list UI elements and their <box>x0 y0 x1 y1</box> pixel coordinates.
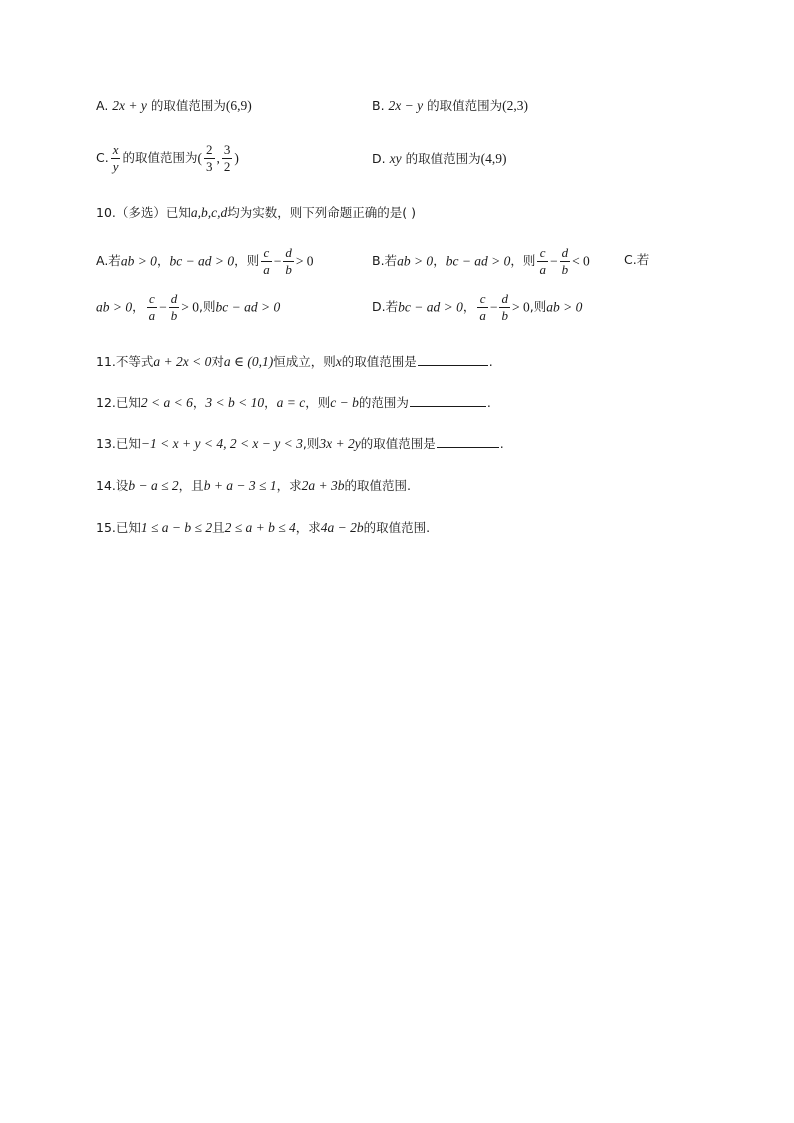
q12-text: 12.已知2 < a < 6，3 < b < 10，a = c，则c − b的范围为 . <box>96 395 491 410</box>
q11-text: 11.不等式a + 2x < 0对a ∈ (0,1)恒成立，则x的取值范围是 . <box>96 354 493 369</box>
q9-option-b: B. 2x − y 的取值范围为(2,3) <box>372 98 529 113</box>
answer-blank[interactable] <box>410 395 486 407</box>
q10-option-c-label: C.若 <box>624 252 650 267</box>
fraction-three-halves: $\frac{3}{2}$ <box>223 142 231 174</box>
q9-option-d: D. xy 的取值范围为(4,9) <box>372 151 507 166</box>
q10-option-a: A.若ab > 0，bc − ad > 0，则 $\frac{c}{a}$ − $\frac{d}{b}$ > 0 <box>96 245 314 277</box>
answer-blank[interactable] <box>437 436 499 448</box>
q10-option-d: D.若bc − ad > 0， $\frac{c}{a}$ − $\frac{d}{b}$ > 0,则ab > 0 <box>372 291 583 323</box>
q9-option-c: C. $\frac{x}{y}$ 的取值范围为( $\frac{2}{3}$ , $\frac{3}{2}$ ) <box>96 142 239 174</box>
q10-option-c: ab > 0， $\frac{c}{a}$ − $\frac{d}{b}$ > 0,则bc − ad > 0 <box>96 291 281 323</box>
q9-option-a: A. 2x + y 的取值范围为(6,9) <box>96 98 252 113</box>
q10-option-b: B.若ab > 0，bc − ad > 0，则 $\frac{c}{a}$ − $\frac{d}{b}$ < 0 <box>372 245 590 277</box>
fraction-two-thirds: $\frac{2}{3}$ <box>206 142 213 174</box>
q13-text: 13.已知−1 < x + y < 4, 2 < x − y < 3,则3x + 2y的取值范围是 . <box>96 436 504 451</box>
q15-text: 15.已知1 ≤ a − b ≤ 2且2 ≤ a + b ≤ 4，求4a − 2b的取值范围. <box>96 520 431 535</box>
fraction-x-over-y: $\frac{x}{y}$ <box>112 142 119 174</box>
q14-text: 14.设b − a ≤ 2，且b + a − 3 ≤ 1，求2a + 3b的取值范围. <box>96 478 411 493</box>
q10-stem: 10.（多选）已知a,b,c,d均为实数，则下列命题正确的是( ) <box>96 205 416 220</box>
answer-blank[interactable] <box>418 354 488 366</box>
